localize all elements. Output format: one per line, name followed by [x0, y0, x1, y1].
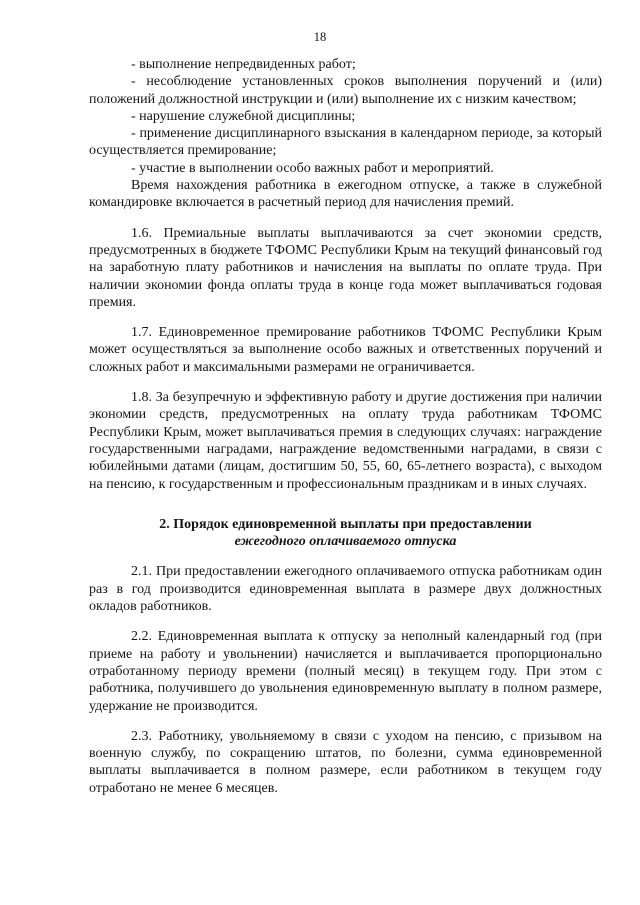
page-number: 18 — [313, 30, 327, 44]
paragraph: Время нахождения работника в ежегодном отпуске, а также в служебной командировке включается в расчетный период для начисления премий. — [89, 178, 602, 211]
paragraph-1-8: 1.8. За безупречную и эффективную работу и другие достижения при наличии экономии средств, предусмотренных на оплату труда работникам ТФОМС Республики Крым, может выплачиваться премия в следующих случаях: награждение государственными наградами, награждение ведомственными наградами, в связи с юбилейными датами (лицам, достигшим 50, 55, 60, 65-летнего возраста), с выходом на пенсию, к государственным и профессиональным праздникам и в иных случаях. — [89, 390, 602, 492]
list-item: - несоблюдение установленных сроков выполнения поручений и (или) положений должностной инструкции и (или) выполнение их с низким качеством; — [89, 74, 602, 107]
list-item: - участие в выполнении особо важных работ и мероприятий. — [131, 160, 494, 176]
list-item: - выполнение непредвиденных работ; — [131, 57, 356, 72]
section-heading-line2: ежегодного оплачиваемого отпуска — [234, 534, 457, 550]
paragraph-2-1: 2.1. При предоставлении ежегодного оплачиваемого отпуска работникам один раз в год производится единовременная выплата в размере двух должностных окладов работников. — [89, 564, 602, 615]
list-item: - применение дисциплинарного взыскания в календарном периоде, за который осуществляется премирование; — [89, 126, 602, 159]
list-item: - нарушение служебной дисциплины; — [131, 108, 356, 124]
section-heading — [89, 516, 602, 551]
section-heading-line1: 2. Порядок единовременной выплаты при предоставлении — [159, 516, 532, 532]
paragraph-1-6: 1.6. Премиальные выплаты выплачиваются за счет экономии средств, предусмотренных в бюджете ТФОМС Республики Крым на текущий финансовый год на заработную плату работников и начисления на выплаты по оплате труда. При наличии экономии фонда оплаты труда в конце года может выплачиваться годовая премия. — [89, 225, 602, 310]
paragraph-2-3: 2.3. Работнику, увольняемому в связи с уходом на пенсию, с призывом на военную службу, по сокращению штатов, по болезни, сумма единовременной выплаты выплачивается в полном размере, если работником в текущем году отработано не менее 6 месяцев. — [89, 728, 602, 796]
paragraph-1-7: 1.7. Единовременное премирование работников ТФОМС Республики Крым может осуществляться за выполнение особо важных и ответственных поручений и сложных работ и максимальными размерами не ограничивается. — [89, 325, 602, 375]
page-content — [89, 56, 602, 797]
paragraph-2-2: 2.2. Единовременная выплата к отпуску за неполный календарный год (при приеме на работу и увольнении) начисляется и выплачивается пропорционально отработанному периоду времени (полный месяц) в текущем году. При этом с работника, получившего до увольнения единовременную выплату в полном размере, удержание не производится. — [89, 629, 602, 714]
